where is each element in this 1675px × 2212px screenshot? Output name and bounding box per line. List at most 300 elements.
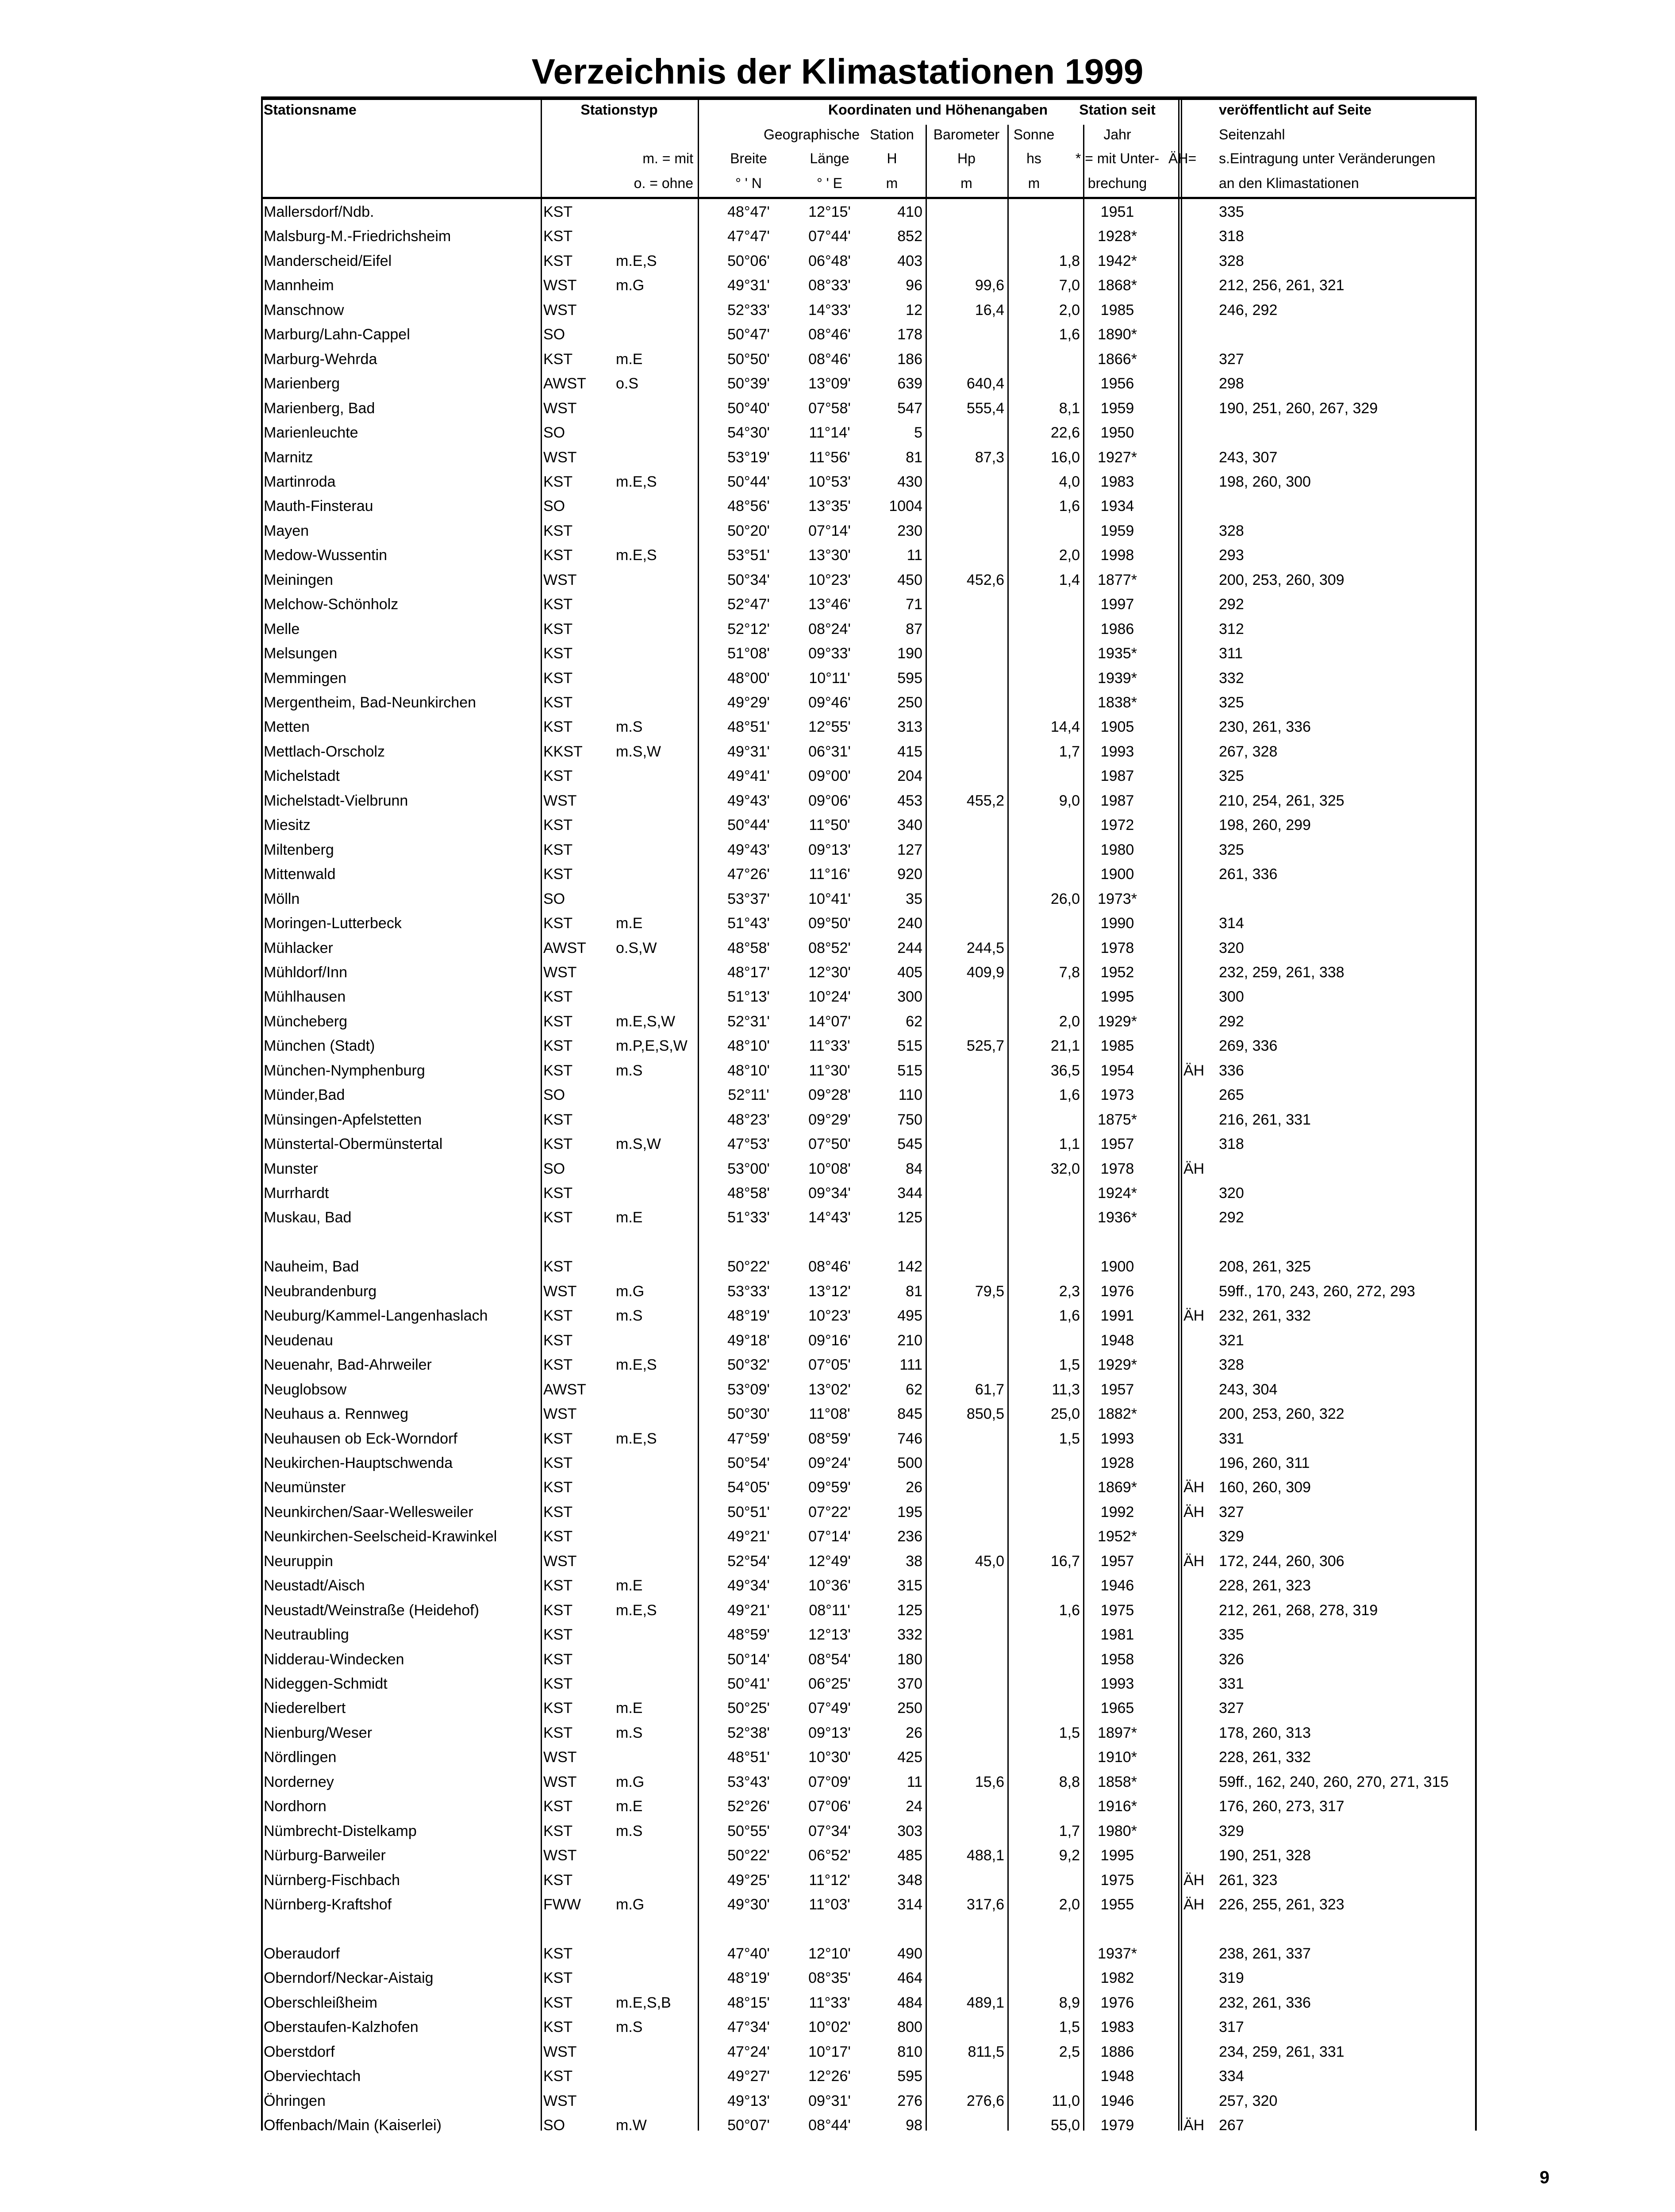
table-row bbox=[0, 985, 1675, 1009]
station-type-cell: KKST bbox=[543, 743, 583, 760]
latitude-cell: 47°24' bbox=[727, 2043, 770, 2060]
height-hp-cell: 61,7 bbox=[975, 1381, 1004, 1398]
table-row bbox=[0, 1770, 1675, 1794]
since-year-cell: 1948 bbox=[1100, 2068, 1134, 2085]
height-h-cell: 81 bbox=[906, 1283, 922, 1300]
longitude-cell: 14°07' bbox=[808, 1013, 851, 1030]
height-h-cell: 410 bbox=[897, 204, 922, 220]
latitude-cell: 48°10' bbox=[727, 1037, 770, 1055]
pages-cell: 261, 336 bbox=[1219, 866, 1278, 883]
station-name-cell: Metten bbox=[264, 718, 310, 736]
header-station-h: H bbox=[887, 150, 897, 166]
station-name-cell: Marienberg bbox=[264, 375, 340, 392]
height-h-cell: 1004 bbox=[889, 498, 922, 515]
longitude-cell: 08°59' bbox=[808, 1430, 851, 1447]
longitude-cell: 12°26' bbox=[808, 2068, 851, 2085]
height-h-cell: 464 bbox=[897, 1970, 922, 1987]
type-flags-cell: m.E bbox=[616, 1700, 643, 1717]
height-h-cell: 490 bbox=[897, 1945, 922, 1962]
station-type-cell: WST bbox=[543, 1406, 577, 1423]
longitude-cell: 09°24' bbox=[808, 1454, 851, 1471]
station-type-cell: WST bbox=[543, 449, 577, 466]
pages-cell: 234, 259, 261, 331 bbox=[1219, 2043, 1345, 2060]
pages-cell: 59ff., 162, 240, 260, 270, 271, 315 bbox=[1219, 1773, 1449, 1790]
pages-cell: 267, 328 bbox=[1219, 743, 1278, 760]
station-name-cell: Offenbach/Main (Kaiserlei) bbox=[264, 2117, 442, 2134]
type-flags-cell: m.E,S bbox=[616, 1601, 657, 1619]
station-type-cell: KST bbox=[543, 1430, 573, 1447]
since-year-cell: 1975 bbox=[1100, 1871, 1134, 1889]
station-name-cell: Nürburg-Barweiler bbox=[264, 1847, 386, 1864]
table-row bbox=[0, 1206, 1675, 1230]
since-year-cell: 1956 bbox=[1100, 375, 1134, 392]
height-hp-cell: 99,6 bbox=[975, 277, 1004, 294]
latitude-cell: 50°54' bbox=[727, 1454, 770, 1471]
latitude-cell: 52°38' bbox=[727, 1724, 770, 1741]
station-type-cell: KST bbox=[543, 547, 573, 564]
longitude-cell: 10°17' bbox=[808, 2043, 851, 2060]
station-type-cell: WST bbox=[543, 301, 577, 319]
height-h-cell: 195 bbox=[897, 1503, 922, 1521]
ah-flag-cell: ÄH bbox=[1183, 1160, 1205, 1177]
longitude-cell: 12°55' bbox=[808, 718, 851, 736]
latitude-cell: 48°19' bbox=[727, 1307, 770, 1325]
station-type-cell: FWW bbox=[543, 1896, 581, 1913]
latitude-cell: 50°25' bbox=[727, 1700, 770, 1717]
latitude-cell: 53°37' bbox=[727, 890, 770, 907]
height-hs-cell: 9,2 bbox=[1059, 1847, 1080, 1864]
latitude-cell: 50°44' bbox=[727, 817, 770, 834]
height-h-cell: 340 bbox=[897, 817, 922, 834]
station-name-cell: Mettlach-Orscholz bbox=[264, 743, 385, 760]
table-row bbox=[0, 764, 1675, 788]
latitude-cell: 48°58' bbox=[727, 1185, 770, 1202]
height-hs-cell: 2,0 bbox=[1059, 301, 1080, 319]
height-h-cell: 38 bbox=[906, 1552, 922, 1570]
station-type-cell: KST bbox=[543, 350, 573, 368]
latitude-cell: 52°47' bbox=[727, 596, 770, 613]
longitude-cell: 07°06' bbox=[808, 1798, 851, 1815]
since-year-cell: 1900 bbox=[1100, 866, 1134, 883]
station-type-cell: SO bbox=[543, 1087, 565, 1104]
pages-cell: 298 bbox=[1219, 375, 1244, 392]
type-flags-cell: m.S bbox=[616, 718, 643, 736]
pages-cell: 334 bbox=[1219, 2068, 1244, 2085]
longitude-cell: 11°12' bbox=[809, 1871, 850, 1889]
latitude-cell: 54°30' bbox=[727, 424, 770, 442]
pages-cell: 210, 254, 261, 325 bbox=[1219, 792, 1345, 809]
since-year-cell: 1916* bbox=[1098, 1798, 1137, 1815]
latitude-cell: 49°43' bbox=[727, 792, 770, 809]
type-flags-cell: o.S bbox=[616, 375, 639, 392]
pages-cell: 200, 253, 260, 322 bbox=[1219, 1406, 1345, 1423]
table-row bbox=[0, 1574, 1675, 1598]
pages-cell: 335 bbox=[1219, 1626, 1244, 1644]
longitude-cell: 08°52' bbox=[808, 939, 851, 956]
ah-flag-cell: ÄH bbox=[1183, 1307, 1205, 1325]
station-type-cell: KST bbox=[543, 915, 573, 932]
since-year-cell: 1951 bbox=[1100, 204, 1134, 220]
station-type-cell: SO bbox=[543, 1160, 565, 1177]
height-hp-cell: 555,4 bbox=[966, 399, 1004, 417]
pages-cell: 59ff., 170, 243, 260, 272, 293 bbox=[1219, 1283, 1415, 1300]
station-name-cell: Moringen-Lutterbeck bbox=[264, 915, 402, 932]
height-hs-cell: 25,0 bbox=[1050, 1406, 1080, 1423]
station-type-cell: KST bbox=[543, 1528, 573, 1545]
height-h-cell: 595 bbox=[897, 2068, 922, 2085]
station-type-cell: KST bbox=[543, 1209, 573, 1226]
longitude-cell: 07°34' bbox=[808, 1822, 851, 1839]
table-row bbox=[0, 1427, 1675, 1451]
height-hs-cell: 2,0 bbox=[1059, 1896, 1080, 1913]
height-h-cell: 313 bbox=[897, 718, 922, 736]
since-year-cell: 1924* bbox=[1098, 1185, 1137, 1202]
table-row bbox=[0, 519, 1675, 543]
pages-cell: 200, 253, 260, 309 bbox=[1219, 571, 1345, 588]
type-flags-cell: m.E,S bbox=[616, 1356, 657, 1374]
header-breite: Breite bbox=[730, 150, 767, 166]
station-type-cell: WST bbox=[543, 1283, 577, 1300]
since-year-cell: 1991 bbox=[1100, 1307, 1134, 1325]
station-type-cell: WST bbox=[543, 399, 577, 417]
station-name-cell: Neudenau bbox=[264, 1332, 333, 1349]
height-h-cell: 415 bbox=[897, 743, 922, 760]
since-year-cell: 1983 bbox=[1100, 2019, 1134, 2036]
header-laenge-unit: ° ' E bbox=[816, 175, 843, 191]
ah-flag-cell: ÄH bbox=[1183, 1503, 1205, 1521]
station-name-cell: Nürnberg-Kraftshof bbox=[264, 1896, 392, 1913]
station-name-cell: Neubrandenburg bbox=[264, 1283, 377, 1300]
height-h-cell: 84 bbox=[906, 1160, 922, 1177]
page-title: Verzeichnis der Klimastationen 1999 bbox=[531, 52, 1144, 91]
station-type-cell: KST bbox=[543, 718, 573, 736]
longitude-cell: 10°11' bbox=[809, 669, 850, 687]
longitude-cell: 08°35' bbox=[808, 1970, 851, 1987]
station-name-cell: Memmingen bbox=[264, 669, 347, 687]
since-year-cell: 1985 bbox=[1100, 1037, 1134, 1055]
pages-cell: 319 bbox=[1219, 1970, 1244, 1987]
table-row bbox=[0, 568, 1675, 592]
station-name-cell: Neunkirchen/Saar-Wellesweiler bbox=[264, 1503, 473, 1521]
pages-cell: 190, 251, 260, 267, 329 bbox=[1219, 399, 1378, 417]
since-year-cell: 1972 bbox=[1100, 817, 1134, 834]
height-hs-cell: 9,0 bbox=[1059, 792, 1080, 809]
since-year-cell: 1868* bbox=[1098, 277, 1137, 294]
since-year-cell: 1928 bbox=[1100, 1454, 1134, 1471]
since-year-cell: 1973 bbox=[1100, 1087, 1134, 1104]
longitude-cell: 06°52' bbox=[808, 1847, 851, 1864]
station-type-cell: KST bbox=[543, 645, 573, 662]
height-h-cell: 35 bbox=[906, 890, 922, 907]
pages-cell: 226, 255, 261, 323 bbox=[1219, 1896, 1345, 1913]
height-hs-cell: 36,5 bbox=[1050, 1062, 1080, 1079]
header-sonne: Sonne bbox=[1013, 127, 1055, 142]
pages-cell: 228, 261, 323 bbox=[1219, 1577, 1311, 1594]
station-name-cell: Melsungen bbox=[264, 645, 338, 662]
longitude-cell: 09°00' bbox=[808, 768, 851, 785]
header-seite-note2: an den Klimastationen bbox=[1219, 175, 1359, 191]
type-flags-cell: m.E bbox=[616, 350, 643, 368]
station-name-cell: Mallersdorf/Ndb. bbox=[264, 204, 374, 220]
latitude-cell: 50°41' bbox=[727, 1675, 770, 1692]
header-sonne-unit: m bbox=[1028, 175, 1040, 191]
height-h-cell: 178 bbox=[897, 326, 922, 343]
height-h-cell: 11 bbox=[907, 1773, 922, 1790]
height-hs-cell: 1,6 bbox=[1059, 326, 1080, 343]
height-h-cell: 250 bbox=[897, 694, 922, 711]
height-h-cell: 250 bbox=[897, 1700, 922, 1717]
pages-cell: 332 bbox=[1219, 669, 1244, 687]
longitude-cell: 09°13' bbox=[808, 1724, 851, 1741]
latitude-cell: 51°33' bbox=[727, 1209, 770, 1226]
table-row bbox=[0, 1991, 1675, 2015]
latitude-cell: 52°31' bbox=[727, 1013, 770, 1030]
station-name-cell: Mergentheim, Bad-Neunkirchen bbox=[264, 694, 476, 711]
station-type-cell: KST bbox=[543, 1945, 573, 1962]
station-name-cell: Münstertal-Obermünstertal bbox=[264, 1136, 443, 1153]
height-hs-cell: 1,7 bbox=[1059, 1822, 1080, 1839]
table-row bbox=[0, 1549, 1675, 1574]
longitude-cell: 06°25' bbox=[808, 1675, 851, 1692]
header-seit-note2: brechung bbox=[1087, 175, 1147, 191]
longitude-cell: 07°14' bbox=[808, 522, 851, 539]
table-row bbox=[0, 1279, 1675, 1304]
table-row bbox=[0, 936, 1675, 960]
since-year-cell: 1986 bbox=[1100, 620, 1134, 637]
pages-cell: 318 bbox=[1219, 1136, 1244, 1153]
pages-cell: 196, 260, 311 bbox=[1219, 1454, 1310, 1471]
station-name-cell: Munster bbox=[264, 1160, 318, 1177]
station-name-cell: Malsburg-M.-Friedrichsheim bbox=[264, 228, 451, 245]
pages-cell: 318 bbox=[1219, 228, 1244, 245]
header-station: Station bbox=[870, 127, 914, 142]
table-row bbox=[0, 740, 1675, 764]
station-type-cell: KST bbox=[543, 252, 573, 269]
latitude-cell: 50°51' bbox=[727, 1503, 770, 1521]
station-name-cell: Öhringen bbox=[264, 2092, 326, 2109]
table-row bbox=[0, 494, 1675, 518]
table-row bbox=[0, 1623, 1675, 1647]
height-h-cell: 453 bbox=[897, 792, 922, 809]
station-type-cell: KST bbox=[543, 1822, 573, 1839]
height-h-cell: 425 bbox=[897, 1749, 922, 1766]
longitude-cell: 09°28' bbox=[808, 1087, 851, 1104]
header-station-unit: m bbox=[886, 175, 898, 191]
height-hs-cell: 8,1 bbox=[1059, 399, 1080, 417]
pages-cell: 261, 323 bbox=[1219, 1871, 1278, 1889]
station-name-cell: Nideggen-Schmidt bbox=[264, 1675, 388, 1692]
height-hp-cell: 488,1 bbox=[966, 1847, 1004, 1864]
type-flags-cell: m.W bbox=[616, 2117, 647, 2134]
height-h-cell: 547 bbox=[897, 399, 922, 417]
station-name-cell: Neuburg/Kammel-Langenhaslach bbox=[264, 1307, 488, 1325]
table-row bbox=[0, 1598, 1675, 1623]
station-name-cell: Mayen bbox=[264, 522, 309, 539]
latitude-cell: 48°15' bbox=[727, 1994, 770, 2011]
since-year-cell: 1955 bbox=[1100, 1896, 1134, 1913]
height-hp-cell: 850,5 bbox=[966, 1406, 1004, 1423]
since-year-cell: 1958 bbox=[1100, 1651, 1134, 1668]
height-h-cell: 210 bbox=[897, 1332, 922, 1349]
type-flags-cell: m.E,S bbox=[616, 547, 657, 564]
height-hp-cell: 489,1 bbox=[966, 1994, 1004, 2011]
pages-cell: 212, 256, 261, 321 bbox=[1219, 277, 1345, 294]
since-year-cell: 1978 bbox=[1100, 1160, 1134, 1177]
station-name-cell: Oberviechtach bbox=[264, 2068, 361, 2085]
latitude-cell: 49°25' bbox=[727, 1871, 770, 1889]
spacer-row bbox=[0, 1917, 1675, 1942]
station-name-cell: Neukirchen-Hauptschwenda bbox=[264, 1454, 453, 1471]
pages-cell: 325 bbox=[1219, 768, 1244, 785]
since-year-cell: 1976 bbox=[1100, 1283, 1134, 1300]
table-row bbox=[0, 666, 1675, 691]
table-row bbox=[0, 1942, 1675, 1966]
longitude-cell: 11°33' bbox=[809, 1037, 850, 1055]
header-seitenzahl: Seitenzahl bbox=[1219, 127, 1285, 142]
table-row bbox=[0, 1696, 1675, 1720]
since-year-cell: 1983 bbox=[1100, 473, 1134, 490]
since-year-cell: 1980* bbox=[1098, 1822, 1137, 1839]
longitude-cell: 09°31' bbox=[808, 2092, 851, 2109]
latitude-cell: 50°39' bbox=[727, 375, 770, 392]
height-h-cell: 111 bbox=[899, 1356, 922, 1374]
station-name-cell: Mittenwald bbox=[264, 866, 336, 883]
table-row bbox=[0, 298, 1675, 323]
since-year-cell: 1975 bbox=[1100, 1601, 1134, 1619]
station-name-cell: Neumünster bbox=[264, 1479, 346, 1496]
height-h-cell: 639 bbox=[897, 375, 922, 392]
spacer-row bbox=[0, 1230, 1675, 1255]
station-name-cell: Muskau, Bad bbox=[264, 1209, 352, 1226]
since-year-cell: 1959 bbox=[1100, 522, 1134, 539]
height-hs-cell: 1,8 bbox=[1059, 252, 1080, 269]
since-year-cell: 1950 bbox=[1100, 424, 1134, 442]
longitude-cell: 09°59' bbox=[808, 1479, 851, 1496]
station-type-cell: KST bbox=[543, 1454, 573, 1471]
station-name-cell: Miesitz bbox=[264, 817, 311, 834]
station-name-cell: Nordhorn bbox=[264, 1798, 327, 1815]
latitude-cell: 50°14' bbox=[727, 1651, 770, 1668]
station-name-cell: Oberstaufen-Kalzhofen bbox=[264, 2019, 419, 2036]
station-name-cell: Münsingen-Apfelstetten bbox=[264, 1111, 422, 1128]
station-name-cell: Nümbrecht-Distelkamp bbox=[264, 1822, 417, 1839]
longitude-cell: 07°14' bbox=[808, 1528, 851, 1545]
table-row bbox=[0, 1843, 1675, 1868]
latitude-cell: 52°11' bbox=[728, 1087, 769, 1104]
height-h-cell: 332 bbox=[897, 1626, 922, 1644]
longitude-cell: 09°06' bbox=[808, 792, 851, 809]
since-year-cell: 1890* bbox=[1098, 326, 1137, 343]
height-h-cell: 24 bbox=[906, 1798, 922, 1815]
type-flags-cell: m.S bbox=[616, 1724, 643, 1741]
since-year-cell: 1981 bbox=[1100, 1626, 1134, 1644]
pages-cell: 328 bbox=[1219, 522, 1244, 539]
table-row bbox=[0, 2089, 1675, 2113]
type-flags-cell: m.E bbox=[616, 915, 643, 932]
since-year-cell: 1954 bbox=[1100, 1062, 1134, 1079]
height-hs-cell: 16,0 bbox=[1050, 449, 1080, 466]
latitude-cell: 49°27' bbox=[727, 2068, 770, 2085]
station-type-cell: KST bbox=[543, 1700, 573, 1717]
latitude-cell: 49°31' bbox=[727, 743, 770, 760]
longitude-cell: 09°34' bbox=[808, 1185, 851, 1202]
pages-cell: 329 bbox=[1219, 1528, 1244, 1545]
since-year-cell: 1993 bbox=[1100, 1430, 1134, 1447]
table-row bbox=[0, 543, 1675, 568]
pages-cell: 265 bbox=[1219, 1087, 1244, 1104]
height-h-cell: 300 bbox=[897, 988, 922, 1006]
height-h-cell: 920 bbox=[897, 866, 922, 883]
table-row bbox=[0, 1451, 1675, 1475]
station-type-cell: KST bbox=[543, 1675, 573, 1692]
since-year-cell: 1957 bbox=[1100, 1136, 1134, 1153]
pages-cell: 246, 292 bbox=[1219, 301, 1278, 319]
table-row bbox=[0, 1353, 1675, 1377]
station-type-cell: WST bbox=[543, 277, 577, 294]
height-hp-cell: 276,6 bbox=[966, 2092, 1004, 2109]
since-year-cell: 1957 bbox=[1100, 1552, 1134, 1570]
table-row bbox=[0, 1108, 1675, 1132]
station-name-cell: Mannheim bbox=[264, 277, 334, 294]
ah-flag-cell: ÄH bbox=[1183, 1896, 1205, 1913]
height-hs-cell: 22,6 bbox=[1050, 424, 1080, 442]
station-type-cell: KST bbox=[543, 1307, 573, 1325]
latitude-cell: 50°32' bbox=[727, 1356, 770, 1374]
station-type-cell: SO bbox=[543, 890, 565, 907]
table-row bbox=[0, 1378, 1675, 1402]
type-flags-cell: o.S,W bbox=[616, 939, 657, 956]
station-type-cell: WST bbox=[543, 1773, 577, 1790]
header-divider bbox=[261, 197, 1477, 199]
height-h-cell: 595 bbox=[897, 669, 922, 687]
type-flags-cell: m.G bbox=[616, 1896, 645, 1913]
table-row bbox=[0, 789, 1675, 813]
height-hp-cell: 525,7 bbox=[966, 1037, 1004, 1055]
since-year-cell: 1905 bbox=[1100, 718, 1134, 736]
height-hp-cell: 79,5 bbox=[975, 1283, 1004, 1300]
latitude-cell: 47°26' bbox=[727, 866, 770, 883]
latitude-cell: 52°26' bbox=[727, 1798, 770, 1815]
since-year-cell: 1982 bbox=[1100, 1970, 1134, 1987]
station-type-cell: KST bbox=[543, 1136, 573, 1153]
table-row bbox=[0, 1794, 1675, 1819]
type-flags-cell: m.S bbox=[616, 1822, 643, 1839]
longitude-cell: 07°44' bbox=[808, 228, 851, 245]
station-name-cell: Neustadt/Aisch bbox=[264, 1577, 365, 1594]
since-year-cell: 1897* bbox=[1098, 1724, 1137, 1741]
longitude-cell: 10°23' bbox=[808, 571, 851, 588]
height-hp-cell: 811,5 bbox=[968, 2043, 1004, 2060]
height-h-cell: 81 bbox=[906, 449, 922, 466]
header-barometer-unit: m bbox=[960, 175, 972, 191]
latitude-cell: 50°44' bbox=[727, 473, 770, 490]
longitude-cell: 10°02' bbox=[808, 2019, 851, 2036]
station-type-cell: KST bbox=[543, 473, 573, 490]
header-seit-jahr: Jahr bbox=[1103, 127, 1131, 142]
height-hs-cell: 8,9 bbox=[1059, 1994, 1080, 2011]
pages-cell: 329 bbox=[1219, 1822, 1244, 1839]
station-type-cell: KST bbox=[543, 694, 573, 711]
header-typ-mit: m. = mit bbox=[642, 150, 693, 166]
longitude-cell: 08°46' bbox=[808, 1258, 851, 1275]
pages-cell: 292 bbox=[1219, 596, 1244, 613]
table-row bbox=[0, 470, 1675, 494]
latitude-cell: 50°22' bbox=[727, 1847, 770, 1864]
pages-cell: 328 bbox=[1219, 252, 1244, 269]
longitude-cell: 10°53' bbox=[808, 473, 851, 490]
since-year-cell: 1980 bbox=[1100, 841, 1134, 858]
since-year-cell: 1997 bbox=[1100, 596, 1134, 613]
